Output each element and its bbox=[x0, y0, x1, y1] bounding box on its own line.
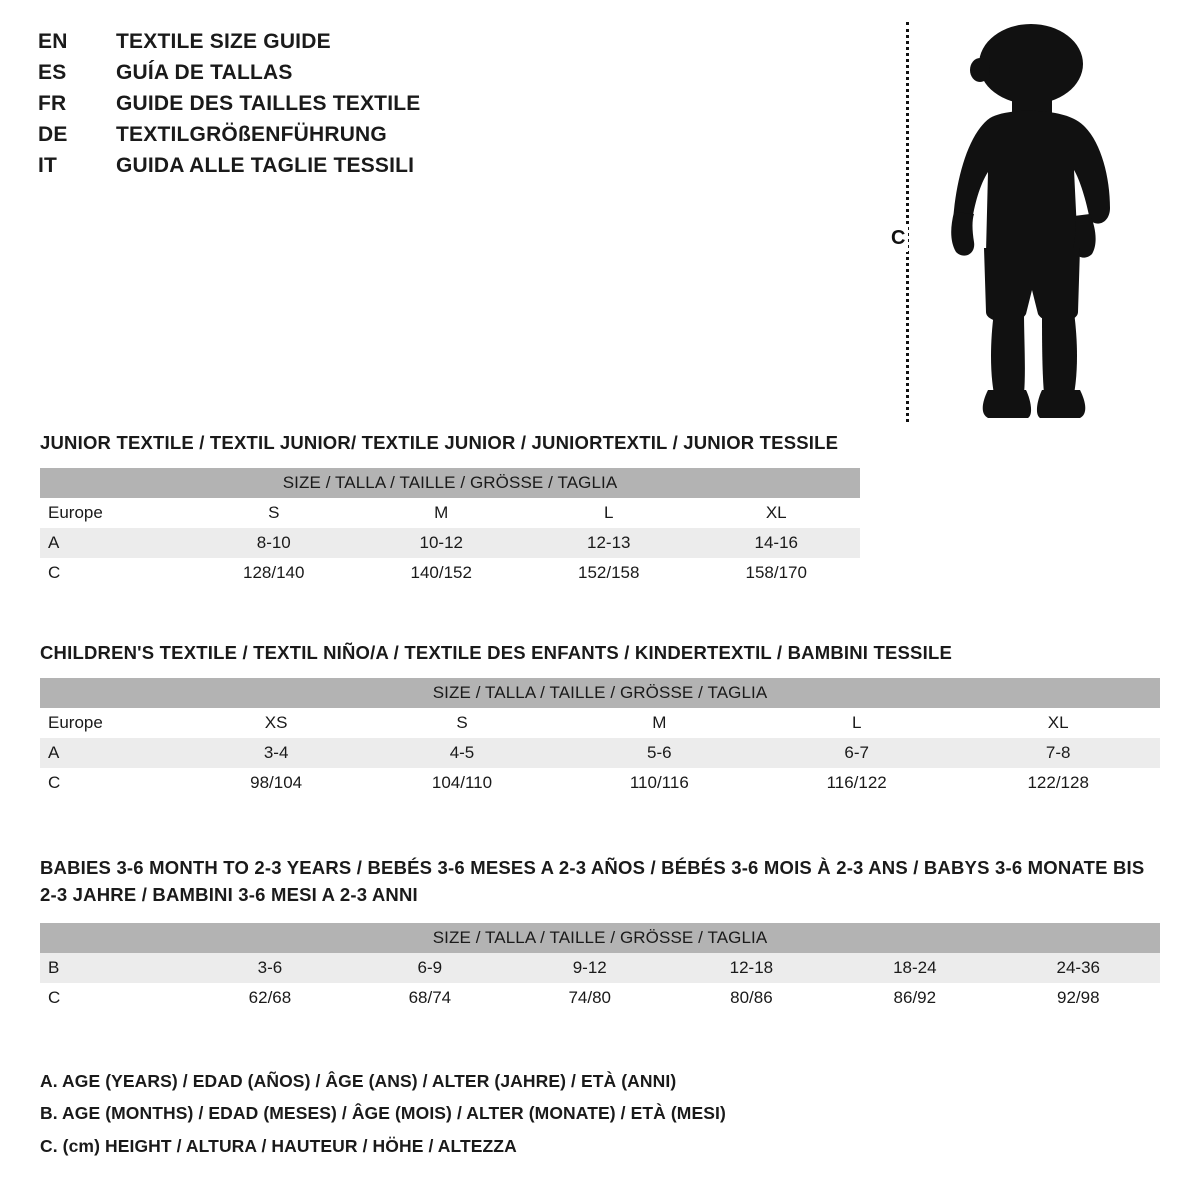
table-row bbox=[40, 983, 1160, 1013]
legend-line-a: A. AGE (YEARS) / EDAD (AÑOS) / ÂGE (ANS) / ALTER (JAHRE) / ETÀ (ANNI) bbox=[40, 1071, 677, 1091]
legend-block bbox=[40, 1065, 1040, 1162]
language-row bbox=[38, 123, 598, 154]
cell-value: 10-12 bbox=[358, 528, 526, 558]
cell-value: 12-13 bbox=[525, 528, 693, 558]
language-code: ES bbox=[38, 61, 67, 84]
language-title: GUIDA ALLE TAGLIE TESSILI bbox=[116, 154, 415, 177]
cell-value: 74/80 bbox=[510, 983, 670, 1013]
row-label: B bbox=[40, 953, 190, 983]
children-size-table bbox=[40, 678, 1160, 798]
height-dotted-line bbox=[906, 22, 909, 422]
size-header: M bbox=[358, 498, 526, 528]
cell-value: 3-6 bbox=[190, 953, 350, 983]
row-label: C bbox=[40, 768, 190, 798]
cell-value: 24-36 bbox=[997, 953, 1160, 983]
cell-value: 7-8 bbox=[956, 738, 1160, 768]
language-code: FR bbox=[38, 92, 67, 115]
legend-line-c: C. (cm) HEIGHT / ALTURA / HAUTEUR / HÖHE / ALTEZZA bbox=[40, 1135, 517, 1156]
height-marker-label: C bbox=[888, 225, 908, 252]
header-label: Europe bbox=[40, 498, 190, 528]
size-header: L bbox=[757, 708, 956, 738]
table-row bbox=[40, 528, 860, 558]
row-label: A bbox=[40, 738, 190, 768]
table-band-row bbox=[40, 468, 860, 498]
cell-value: 110/116 bbox=[562, 768, 757, 798]
cell-value: 18-24 bbox=[833, 953, 996, 983]
band-label: SIZE / TALLA / TAILLE / GRÖSSE / TAGLIA bbox=[40, 678, 1160, 708]
cell-value: 152/158 bbox=[525, 558, 693, 588]
cell-value: 6-9 bbox=[350, 953, 510, 983]
language-row bbox=[38, 92, 598, 123]
cell-value: 68/74 bbox=[350, 983, 510, 1013]
table-row bbox=[40, 953, 1160, 983]
band-label: SIZE / TALLA / TAILLE / GRÖSSE / TAGLIA bbox=[40, 468, 860, 498]
table-header-row bbox=[40, 708, 1160, 738]
cell-value: 14-16 bbox=[693, 528, 861, 558]
cell-value: 104/110 bbox=[362, 768, 561, 798]
cell-value: 80/86 bbox=[670, 983, 833, 1013]
size-header: XS bbox=[190, 708, 362, 738]
cell-value: 158/170 bbox=[693, 558, 861, 588]
cell-value: 140/152 bbox=[358, 558, 526, 588]
child-silhouette-icon bbox=[928, 22, 1138, 422]
section-title-children: CHILDREN'S TEXTILE / TEXTIL NIÑO/A / TEXTILE DES ENFANTS / KINDERTEXTIL / BAMBINI TESSILE bbox=[40, 642, 952, 663]
junior-size-table bbox=[40, 468, 860, 588]
measurement-figure bbox=[892, 10, 1152, 430]
language-code: DE bbox=[38, 123, 68, 146]
cell-value: 12-18 bbox=[670, 953, 833, 983]
header-label: Europe bbox=[40, 708, 190, 738]
table-row bbox=[40, 738, 1160, 768]
table-row bbox=[40, 768, 1160, 798]
cell-value: 62/68 bbox=[190, 983, 350, 1013]
section-babies bbox=[40, 855, 1160, 1013]
row-label: A bbox=[40, 528, 190, 558]
table-header-row bbox=[40, 498, 860, 528]
table-band-row bbox=[40, 923, 1160, 953]
section-title-junior: JUNIOR TEXTILE / TEXTIL JUNIOR/ TEXTILE JUNIOR / JUNIORTEXTIL / JUNIOR TESSILE bbox=[40, 432, 839, 453]
language-code: IT bbox=[38, 154, 58, 177]
size-header: XL bbox=[693, 498, 861, 528]
cell-value: 116/122 bbox=[757, 768, 956, 798]
cell-value: 92/98 bbox=[997, 983, 1160, 1013]
language-row bbox=[38, 30, 598, 61]
size-header: L bbox=[525, 498, 693, 528]
language-title: GUÍA DE TALLAS bbox=[116, 61, 293, 84]
band-label: SIZE / TALLA / TAILLE / GRÖSSE / TAGLIA bbox=[40, 923, 1160, 953]
cell-value: 9-12 bbox=[510, 953, 670, 983]
size-header: M bbox=[562, 708, 757, 738]
table-band-row bbox=[40, 678, 1160, 708]
cell-value: 128/140 bbox=[190, 558, 358, 588]
language-title-block bbox=[38, 30, 598, 185]
row-label: C bbox=[40, 558, 190, 588]
section-junior bbox=[40, 432, 1160, 588]
language-title: TEXTILE SIZE GUIDE bbox=[116, 30, 331, 53]
size-header: S bbox=[362, 708, 561, 738]
size-header: S bbox=[190, 498, 358, 528]
language-code: EN bbox=[38, 30, 68, 53]
cell-value: 3-4 bbox=[190, 738, 362, 768]
legend-line-b: B. AGE (MONTHS) / EDAD (MESES) / ÂGE (MOIS) / ALTER (MONATE) / ETÀ (MESI) bbox=[40, 1103, 726, 1124]
babies-size-table bbox=[40, 923, 1160, 1013]
language-title: TEXTILGRÖßENFÜHRUNG bbox=[116, 123, 387, 146]
language-row bbox=[38, 61, 598, 92]
cell-value: 122/128 bbox=[956, 768, 1160, 798]
cell-value: 4-5 bbox=[362, 738, 561, 768]
cell-value: 6-7 bbox=[757, 738, 956, 768]
section-title-babies: BABIES 3-6 MONTH TO 2-3 YEARS / BEBÉS 3-6 MESES A 2-3 AÑOS / BÉBÉS 3-6 MOIS À 2-3 ANS / BABYS 3-6 MONATE BIS 2-3 JAHRE / BAMBINI 3-6 MESI A 2-3 ANNI bbox=[40, 857, 1145, 905]
row-label: C bbox=[40, 983, 190, 1013]
language-row bbox=[38, 154, 598, 185]
size-header: XL bbox=[956, 708, 1160, 738]
cell-value: 5-6 bbox=[562, 738, 757, 768]
table-row bbox=[40, 558, 860, 588]
language-title: GUIDE DES TAILLES TEXTILE bbox=[116, 92, 421, 115]
cell-value: 86/92 bbox=[833, 983, 996, 1013]
cell-value: 8-10 bbox=[190, 528, 358, 558]
section-children bbox=[40, 642, 1160, 798]
cell-value: 98/104 bbox=[190, 768, 362, 798]
